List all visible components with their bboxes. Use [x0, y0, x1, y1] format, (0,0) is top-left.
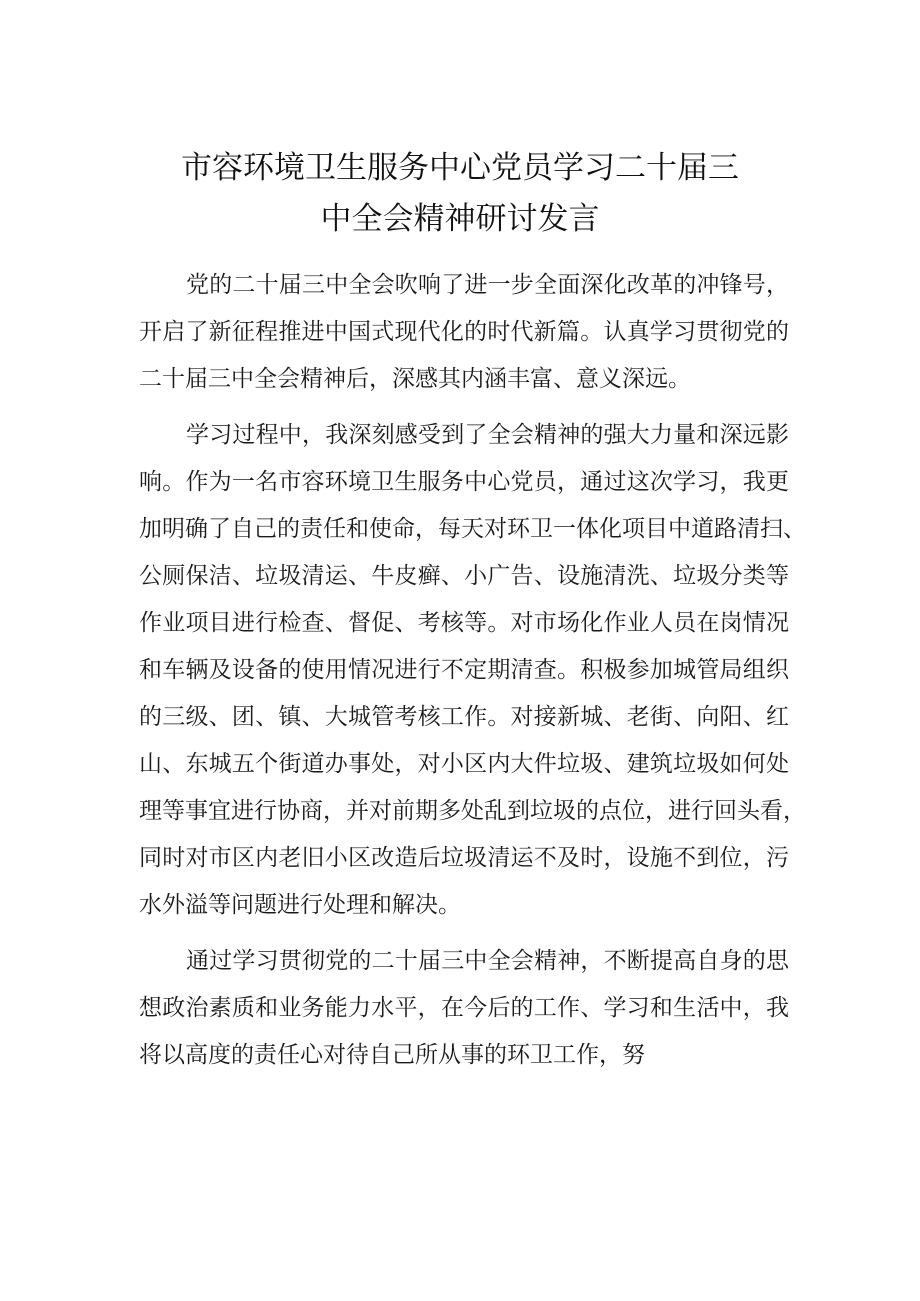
paragraph-line: 水外溢等问题进行处理和解决。	[139, 892, 461, 918]
paragraph-1	[139, 262, 789, 403]
paragraph-2	[139, 412, 806, 929]
paragraph-line: 和车辆及设备的使用情况进行不定期清查。积极参加城管局组织	[139, 657, 789, 683]
document-title	[120, 143, 800, 245]
paragraph-line: 山、东城五个街道办事处，对小区内大件垃圾、建筑垃圾如何处	[139, 751, 789, 777]
paragraph-line: 二十届三中全会精神后，深感其内涵丰富、意义深远。	[139, 366, 691, 392]
paragraph-line: 党的二十届三中全会吹响了进一步全面深化改革的冲锋号，	[186, 272, 789, 298]
paragraph-line: 的三级、团、镇、大城管考核工作。对接新城、老街、向阳、红	[139, 704, 789, 730]
paragraph-line: 响。作为一名市容环境卫生服务中心党员，通过这次学习，我更	[139, 469, 789, 495]
paragraph-line: 通过学习贯彻党的二十届三中全会精神，不断提高自身的思	[186, 948, 789, 974]
paragraph-3	[139, 938, 789, 1079]
paragraph-line: 加明确了自己的责任和使命，每天对环卫一体化项目中道路清扫、	[139, 516, 806, 542]
document-body	[139, 262, 806, 1088]
paragraph-line: 公厕保洁、垃圾清运、牛皮癣、小广告、设施清洗、垃圾分类等	[139, 563, 789, 589]
paragraph-line: 将以高度的责任心对待自己所从事的环卫工作，努	[139, 1042, 645, 1068]
paragraph-line: 理等事宜进行协商，并对前期多处乱到垃圾的点位，进行回头看，	[139, 798, 806, 824]
paragraph-line: 作业项目进行检查、督促、考核等。对市场化作业人员在岗情况	[139, 610, 789, 636]
paragraph-line: 想政治素质和业务能力水平，在今后的工作、学习和生活中，我	[139, 995, 789, 1021]
paragraph-line: 学习过程中，我深刻感受到了全会精神的强大力量和深远影	[186, 422, 789, 448]
paragraph-line: 开启了新征程推进中国式现代化的时代新篇。认真学习贯彻党的	[139, 319, 789, 345]
paragraph-line: 同时对市区内老旧小区改造后垃圾清运不及时，设施不到位，污	[139, 845, 789, 871]
title-line-2: 中全会精神研讨发言	[320, 201, 600, 237]
title-line-1: 市容环境卫生服务中心党员学习二十届三	[181, 150, 739, 186]
